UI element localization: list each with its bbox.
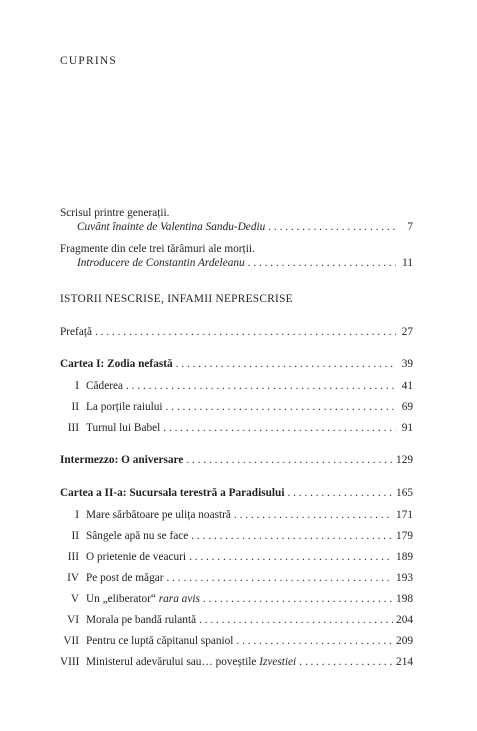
leader-dots (199, 613, 393, 627)
chapter-label: Pe post de măgar (86, 572, 164, 584)
chapter-number: III (67, 551, 79, 563)
toc-entry-cartea-2[interactable] (60, 486, 413, 500)
page-number: 11 (402, 257, 413, 269)
page-number: 198 (396, 593, 413, 605)
chapter-number: III (67, 422, 79, 434)
toc-entry-cartea-1[interactable] (60, 357, 413, 371)
toc-chapter[interactable] (60, 655, 413, 669)
toc-entry-label: Prefață (60, 326, 92, 338)
leader-dots (248, 256, 396, 270)
page-number: 209 (396, 635, 413, 647)
page-number: 165 (396, 487, 413, 499)
page-number: 41 (401, 380, 413, 392)
leader-dots (176, 357, 396, 371)
page-number: 193 (396, 572, 413, 584)
chapter-label: Turnul lui Babel (86, 422, 161, 434)
toc-chapter[interactable] (60, 571, 413, 585)
leader-dots (299, 655, 393, 669)
leader-dots (203, 592, 393, 606)
toc-entry-label: Intermezzo: O aniversare (60, 454, 184, 466)
leader-dots (167, 571, 394, 585)
toc-entry-line (60, 256, 413, 270)
page-number: 91 (401, 422, 413, 434)
chapter-number: I (75, 380, 79, 392)
page-number: 7 (407, 221, 413, 233)
leader-dots (163, 421, 396, 435)
toc-chapter[interactable] (60, 508, 413, 522)
chapter-label: O prietenie de veacuri (86, 551, 187, 563)
chapter-number: VII (63, 635, 79, 647)
toc-entry-prefata[interactable] (60, 325, 413, 339)
page-number: 171 (396, 509, 413, 521)
toc-entry-subtitle: Cuvânt înainte de Valentina Sandu-Dediu (77, 221, 266, 233)
leader-dots (166, 400, 396, 414)
page-number: 129 (396, 454, 413, 466)
page-number: 189 (396, 551, 413, 563)
toc-chapter[interactable] (60, 592, 413, 606)
leader-dots (287, 486, 393, 500)
toc-entry-title: Fragmente din cele trei tărâmuri ale morții. (60, 243, 255, 255)
page-number: 27 (401, 326, 413, 338)
leader-dots (126, 379, 396, 393)
chapter-label: Ministerul adevărului sau… poveștile Izvestiei (86, 656, 297, 668)
leader-dots (95, 325, 396, 339)
chapter-number: I (75, 509, 79, 521)
chapter-label: Mare sărbătoare pe ulița noastră (86, 509, 231, 521)
toc-chapter[interactable] (60, 634, 413, 648)
page-number: 214 (396, 656, 413, 668)
chapter-label: Sângele apă nu se face (86, 530, 189, 542)
leader-dots (236, 634, 393, 648)
page-number: 204 (396, 614, 413, 626)
chapter-label: Un „eliberator“ rara avis (86, 593, 200, 605)
toc-chapter[interactable] (60, 550, 413, 564)
toc-entry-subtitle: Introducere de Constantin Ardeleanu (77, 257, 245, 269)
chapter-label: Morala pe bandă rulantă (86, 614, 197, 626)
chapter-label: Căderea (86, 380, 124, 392)
leader-dots (191, 529, 393, 543)
chapter-number: IV (67, 572, 79, 584)
page-number: 69 (401, 401, 413, 413)
leader-dots (234, 508, 393, 522)
leader-dots (268, 220, 396, 234)
toc-chapter[interactable] (60, 421, 413, 435)
toc-entry-intermezzo[interactable] (60, 453, 413, 467)
toc-entry-label: Cartea a II-a: Sucursala terestră a Paradisului (60, 487, 285, 499)
chapter-number: II (71, 530, 79, 542)
toc-entry-foreword[interactable] (60, 206, 413, 234)
chapter-label: Pentru ce luptă căpitanul spaniol (86, 635, 234, 647)
page-number: 39 (401, 358, 413, 370)
toc-entry-title: Scrisul printre generații. (60, 207, 170, 219)
chapter-number: II (71, 401, 79, 413)
leader-dots (186, 453, 393, 467)
chapter-number: VI (67, 614, 79, 626)
toc-chapter[interactable] (60, 613, 413, 627)
toc-chapter[interactable] (60, 379, 413, 393)
chapter-label: La porțile raiului (86, 401, 163, 413)
page-number: 179 (396, 530, 413, 542)
leader-dots (189, 550, 393, 564)
toc-chapter[interactable] (60, 529, 413, 543)
toc-chapter[interactable] (60, 400, 413, 414)
section-title: ISTORII NESCRISE, INFAMII NEPRESCRISE (60, 293, 293, 305)
page-title: CUPRINS (60, 55, 117, 67)
chapter-number: V (70, 593, 79, 605)
toc-entry-label: Cartea I: Zodia nefastă (60, 358, 173, 370)
chapter-number: VIII (60, 656, 80, 668)
toc-entry-introduction[interactable] (60, 242, 413, 270)
toc-entry-line (60, 220, 413, 234)
